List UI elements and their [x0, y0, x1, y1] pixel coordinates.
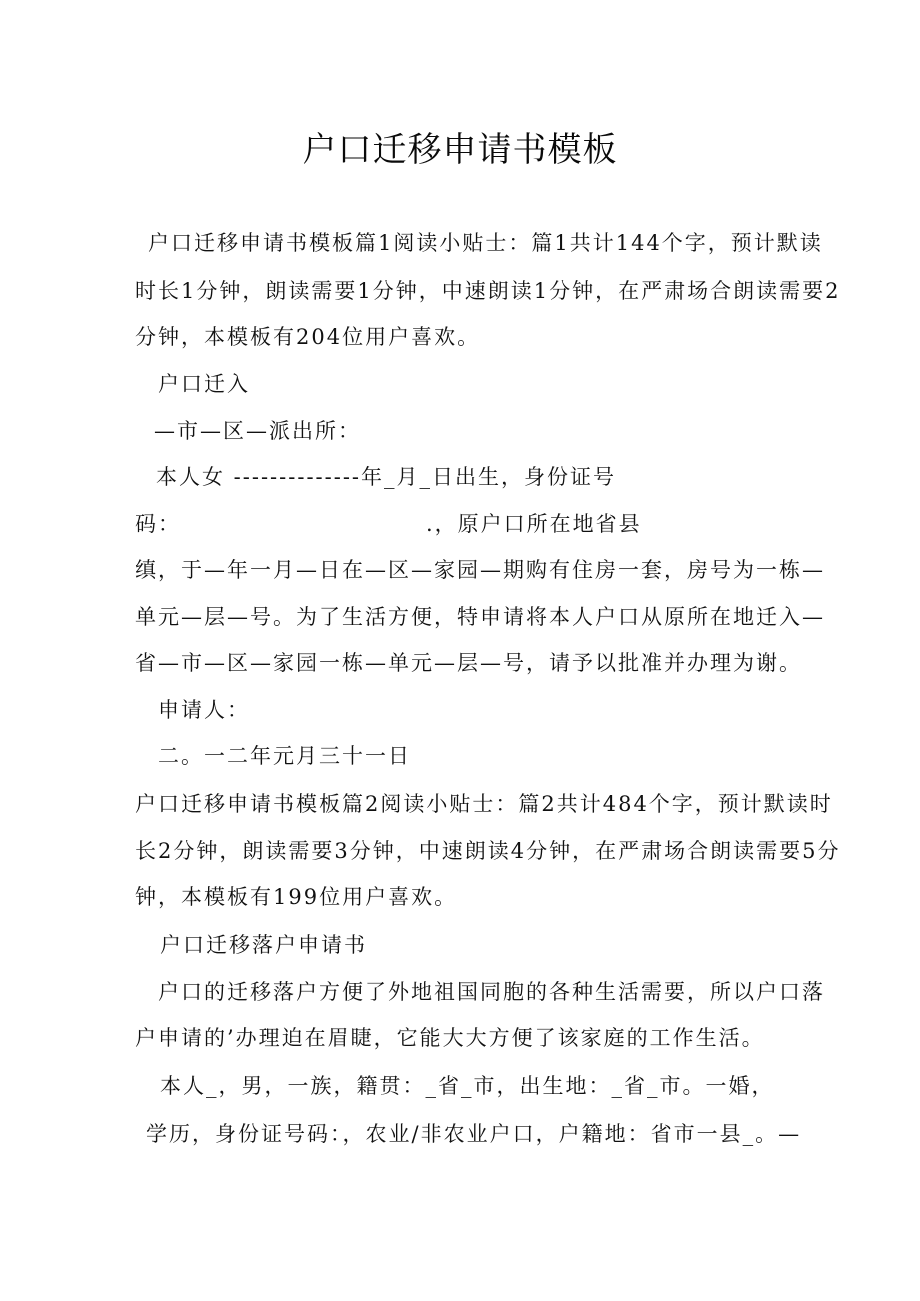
- text-line: 码：: [135, 512, 181, 536]
- section-heading-hukou-in: 户口迁入: [158, 372, 250, 396]
- text-line: 缜，于—年一月—日在—区—家园—期购有住房一套，房号为一栋—: [135, 558, 825, 582]
- section-heading-settlement: 户口迁移落户申请书: [160, 933, 367, 957]
- text-line: 本人女 --------------年_月_日出生，身份证号: [156, 465, 617, 489]
- document-title: 户口迁移申请书模板: [302, 130, 618, 170]
- text-line: 户申请的’办理迫在眉睫，它能大大方便了该家庭的工作生活。: [135, 1026, 765, 1050]
- text-line: 省—市—区—家园一栋—单元—层—号，请予以批准并办理为谢。: [135, 651, 802, 675]
- addressee-line: —市—区—派出所：: [154, 419, 361, 443]
- text-line: 学历，身份证号码：，农业/非农业户口，户籍地：省市一县_。—: [146, 1122, 802, 1146]
- text-line: 户口迁移申请书模板篇1阅读小贴士：篇1共计144个字，预计默读: [148, 231, 823, 255]
- text-line: 户口的迁移落户方便了外地祖国同胞的各种生活需要，所以户口落: [158, 980, 825, 1004]
- date-line: 二。一二年元月三十一日: [158, 744, 411, 768]
- text-line: 单元—层—号。为了生活方便，特申请将本人户口从原所在地迁入—: [135, 605, 825, 629]
- text-line: 户口迁移申请书模板篇2阅读小贴士：篇2共计484个字，预计默读时: [135, 792, 833, 816]
- text-line: 钟，本模板有199位用户喜欢。: [135, 885, 458, 909]
- text-line: 时长1分钟，朗读需要1分钟，中速朗读1分钟，在严肃场合朗读需要2: [135, 279, 841, 303]
- text-line: 长2分钟，朗读需要3分钟，中速朗读4分钟，在严肃场合朗读需要5分: [135, 839, 841, 863]
- text-line: 分钟，本模板有204位用户喜欢。: [135, 325, 481, 349]
- applicant-label: 申请人：: [158, 698, 250, 722]
- text-line: .，原户口所在地省县: [426, 512, 642, 536]
- text-line: 本人_，男，一族，籍贯：_省_市，出生地：_省_市。一婚，: [160, 1074, 775, 1098]
